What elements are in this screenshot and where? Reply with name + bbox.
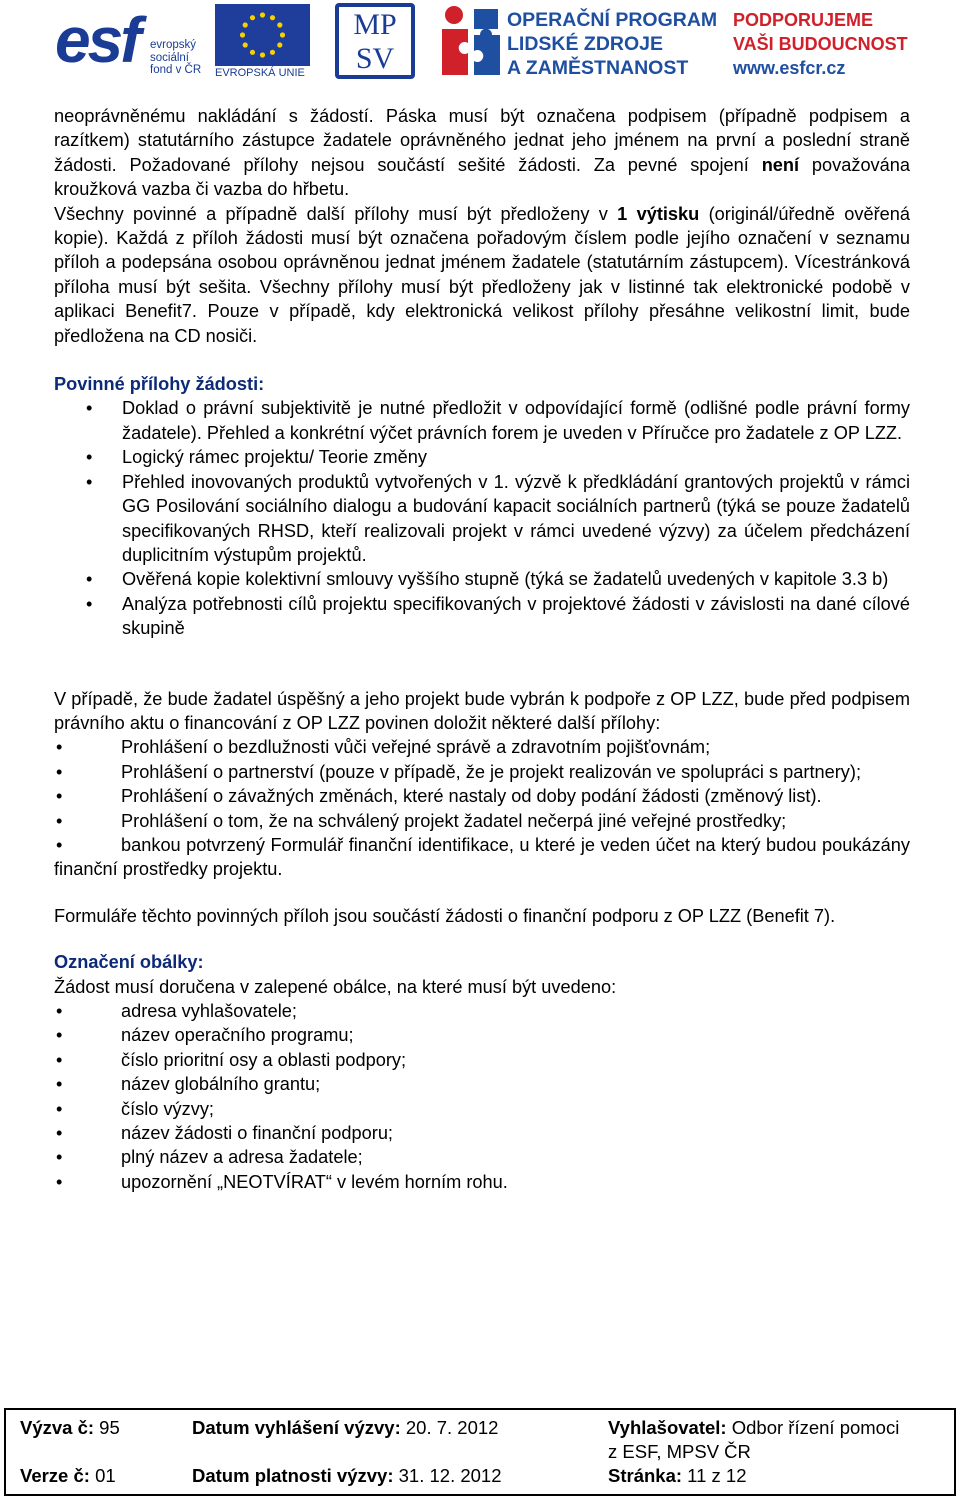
list-item: • Přehled inovovaných produktů vytvořených v 1. výzvě k předkládání grantových projektů v rámci GG Posilování sociálního dialogu a budování kapacit sociálních partnerů (týká se pouze žadatelů specifikovaných RHSD, kteří realizovali projekt v rámci uvedené výzvy) za účelem předcházení duplicitním výstupům projektů. [54, 470, 910, 568]
dalsi-prilohy-list [54, 735, 910, 881]
list-item: • název operačního programu; [54, 1023, 910, 1047]
mpsv-logo: MP SV [335, 3, 415, 79]
list-item: • Prohlášení o bezdlužnosti vůči veřejné správě a zdravotním pojišťovnám; [54, 735, 910, 759]
slogan-logo: PODPORUJEME VAŠI BUDOUCNOST www.esfcr.cz [733, 8, 918, 80]
paragraph-paska: neoprávněnému nakládání s žádostí. Páska musí být označena podpisem (případně podpisem a razítkem) statutárního zástupce žadatele oprávněného jednat jeho jménem na první a poslední straně žádosti. Požadované přílohy nejsou součástí sešité žádosti. Za pevné spojení není považována kroužková vazba či vazba do hřbetu. [54, 106, 910, 200]
footer-stranka: Stránka: 11 z 12 [608, 1465, 747, 1486]
list-item: • upozornění „NEOTVÍRAT“ v levém horním rohu. [54, 1170, 910, 1194]
footer-datum-vyhlaseni: Datum vyhlášení výzvy: 20. 7. 2012 [192, 1417, 499, 1438]
eu-logo [215, 4, 310, 82]
povinne-prilohy-list [54, 396, 910, 640]
list-item: • Logický rámec projektu/ Teorie změny [54, 445, 910, 469]
footer-verze: Verze č: 01 [20, 1465, 116, 1486]
eu-flag-icon [215, 4, 310, 66]
list-item: • číslo výzvy; [54, 1097, 910, 1121]
paragraph-obalka: Žádost musí doručena v zalepené obálce, na které musí být uvedeno: [54, 976, 617, 997]
list-item: • Prohlášení o závažných změnách, které nastaly od doby podání žádosti (změnový list). [54, 784, 910, 808]
paragraph-formulare: Formuláře těchto povinných příloh jsou součástí žádosti o finanční podporu z OP LZZ (Benefit 7). [54, 905, 836, 926]
esf-logo [55, 3, 205, 81]
list-item: • Ověřená kopie kolektivní smlouvy vyššího stupně (týká se žadatelů uvedených v kapitole 3.3 b) [54, 567, 910, 591]
document-body [54, 104, 910, 1194]
footer-vyzva: Výzva č: 95 [20, 1417, 120, 1438]
list-item: • Analýza potřebnosti cílů projektu specifikovaných v projektové žádosti v závislosti na dané cílové skupině [54, 592, 910, 641]
list-item: • plný název a adresa žadatele; [54, 1145, 910, 1169]
heading-oznaceni-obalky: Označení obálky: [54, 952, 204, 973]
footer-vyhlasovatel-line2: z ESF, MPSV ČR [608, 1441, 751, 1462]
list-item: • Doklad o právní subjektivitě je nutné předložit v odpovídající formě (odlišné podle právní formy žadatele). Přehled a konkrétní výčet právních forem je uveden v Příručce pro žadatele z OP LZZ. [54, 396, 910, 445]
op-lzz-logo-text: OPERAČNÍ PROGRAM LIDSKÉ ZDROJE A ZAMĚSTNANOST [507, 9, 718, 79]
puzzle-figure-icon [440, 3, 505, 79]
footer-datum-platnosti: Datum platnosti výzvy: 31. 12. 2012 [192, 1465, 502, 1486]
paragraph-prilohy: Všechny povinné a případně další přílohy musí být předloženy v 1 výtisku (originál/úředně ověřená kopie). Každá z příloh žádosti musí být označena pořadovým číslem podle jejího označení v seznamu příloh a podepsána osobou oprávněnou jednat jménem žadatele (statutárním zástupcem). Vícestránková příloha musí být sešita. Všechny přílohy musí být předloženy jak v listinné tak elektronické podobě v aplikaci Benefit7. Pouze v případě, kdy elektronická velikost přílohy přesáhne velikostní limit, bude předložena na CD nosiči. [54, 203, 910, 346]
list-item: • Prohlášení o tom, že na schválený projekt žadatel nečerpá jiné veřejné prostředky; [54, 809, 910, 833]
obalka-list [54, 999, 910, 1194]
page-footer [4, 1408, 956, 1496]
list-item: • Prohlášení o partnerství (pouze v případě, že je projekt realizován ve spolupráci s partnery); [54, 760, 910, 784]
list-item: • název globálního grantu; [54, 1072, 910, 1096]
list-item: • adresa vyhlašovatele; [54, 999, 910, 1023]
list-item: • název žádosti o finanční podporu; [54, 1121, 910, 1145]
eu-logo-text: EVROPSKÁ UNIE [215, 67, 305, 79]
footer-vyhlasovatel: Vyhlašovatel: Odbor řízení pomoci [608, 1417, 900, 1438]
esf-logo-word: esf [55, 4, 139, 76]
list-item: • číslo prioritní osy a oblasti podpory; [54, 1048, 910, 1072]
header-logos [55, 0, 915, 84]
heading-povinne-prilohy: Povinné přílohy žádosti: [54, 374, 265, 395]
list-item: • bankou potvrzený Formulář finanční identifikace, u které je veden účet na který budou poukázány finanční prostředky projektu. [54, 833, 910, 882]
paragraph-uspesny-zadatel: V případě, že bude žadatel úspěšný a jeho projekt bude vybrán k podpoře z OP LZZ, bude před podpisem právního aktu o financování z OP LZZ povinen doložit některé další přílohy: [54, 688, 910, 733]
esf-logo-subtitle: evropský sociální fond v ČR [150, 39, 202, 76]
esf-url: www.esfcr.cz [733, 58, 846, 78]
